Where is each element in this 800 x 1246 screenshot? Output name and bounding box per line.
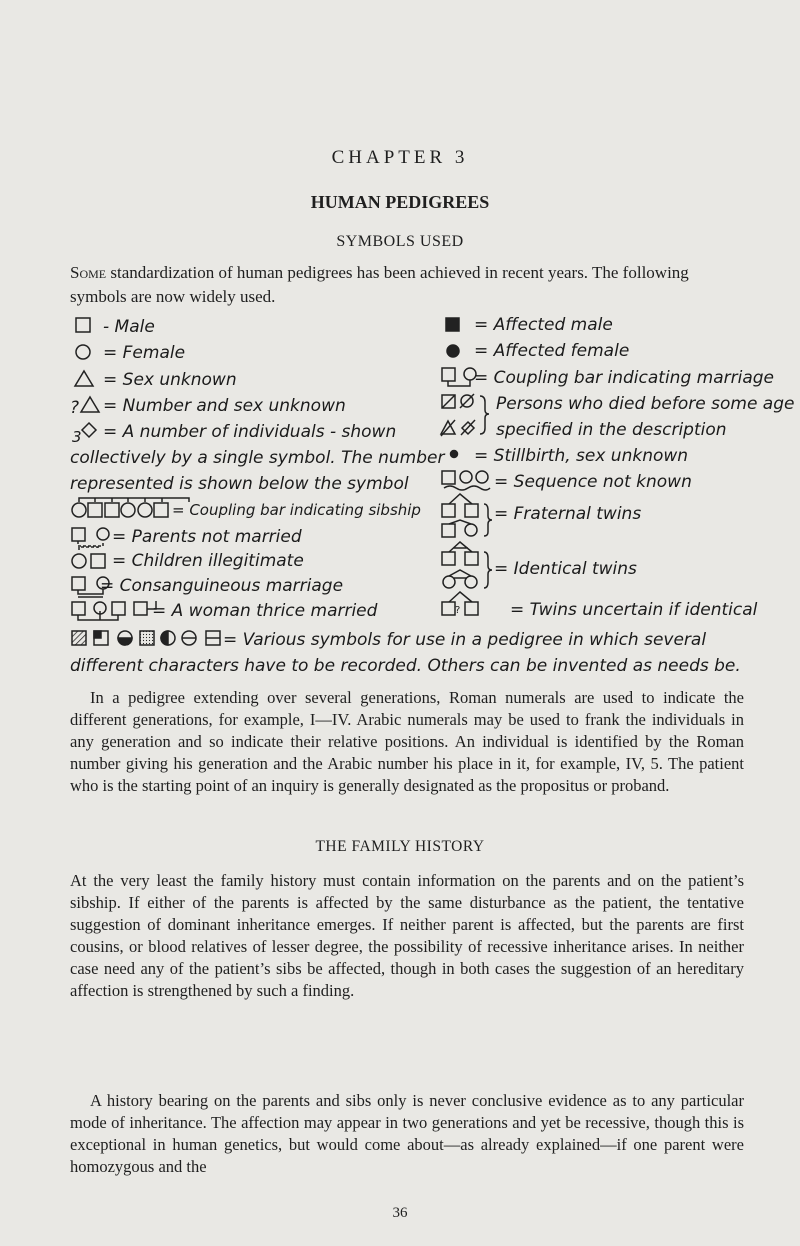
paragraph-pedigree-numbering: In a pedigree extending over several generations, Roman numerals are used to indicate the different generations, for example, I—IV. Arabic numerals may be used to frank the individuals in any generation and so indicate their relative positions. An individual is identified by the Roman number giving his generation and the Arabic number his place in it, for example, IV, 5. The patient who is the starting point of an inquiry is generally designated as the propositus or proband.: [70, 688, 744, 795]
page-number: 36: [392, 1205, 408, 1221]
legend-various-line1: = Various symbols for use in a pedigree in which several: [223, 630, 707, 650]
legend-sequence-label: = Sequence not known: [494, 472, 692, 492]
legend-group-label: = A number of individuals - shown: [103, 422, 397, 442]
twins-uncertain-icon: [440, 590, 500, 620]
paragraph-history-parents-sibs: A history bearing on the parents and sibs only is never conclusive evidence as to any particular mode of inheritance. The affection may appear in two generations and yet be recessive, though this is exceptional in human genetics, but would come about—as already explained—if one parent were homozygous and the: [70, 1091, 744, 1176]
fraternal-twins-icon: [440, 492, 500, 542]
legend-group-line3: represented is shown below the symbol: [70, 474, 409, 494]
legend-fraternal-label: = Fraternal twins: [494, 504, 642, 524]
legend-parents-not-married-label: = Parents not married: [112, 527, 302, 547]
group-diamond-icon: [80, 421, 100, 441]
legend-sibship-label: = Coupling bar indicating sibship: [172, 501, 421, 519]
paragraph-family-history: At the very least the family history must contain information on the parents and on the patient’s sibship. If either of the parents is affected by the same disturbance as the patient, the tentative suggestion of dominant inheritance emerges. If neither parent is affected, but the parents are first cousins, or blood relatives of lesser degree, the possibility of recessive inheritance arises. In neither case need any of the patient’s sibs be affected, though in both cases the suggestion of an hereditary affection is strengthened by such a finding.: [70, 871, 744, 1000]
section-heading-family-history: THE FAMILY HISTORY: [315, 838, 485, 855]
intro-paragraph: [70, 261, 740, 309]
legend-twins-uncertain-label: = Twins uncertain if identical: [510, 600, 758, 620]
legend-male-label: - Male: [103, 317, 155, 337]
female-circle-icon: [74, 343, 94, 363]
identical-twins-icon: [440, 540, 500, 594]
group-count-prefix: 3: [72, 428, 82, 446]
svg-text:?: ?: [455, 605, 461, 616]
legend-illegitimate-label: = Children illegitimate: [112, 551, 304, 571]
intro-lead-word: Some: [70, 263, 107, 282]
number-unknown-triangle-icon: [80, 395, 102, 415]
intro-rest: standardization of human pedigrees has been achieved in recent years. The following symbols are now widely used.: [70, 263, 689, 306]
legend-sex-unknown-label: = Sex unknown: [103, 370, 237, 390]
legend-stillbirth-label: = Stillbirth, sex unknown: [474, 446, 689, 466]
number-question-mark: ?: [70, 398, 80, 418]
legend-affected-male-label: = Affected male: [474, 315, 613, 335]
chapter-title: HUMAN PEDIGREES: [310, 192, 490, 212]
sex-unknown-triangle-icon: [74, 369, 96, 389]
legend-group-line2: collectively by a single symbol. The number: [70, 448, 445, 468]
legend-identical-label: = Identical twins: [494, 559, 637, 579]
affected-female-icon: [444, 342, 464, 362]
male-square-icon: [74, 316, 94, 336]
stillbirth-dot-icon: [448, 448, 462, 462]
legend-died-line2: specified in the description: [496, 420, 727, 440]
legend-various-line2: different characters have to be recorded. Others can be invented as needs be.: [70, 656, 741, 676]
legend-number-sex-unknown-label: = Number and sex unknown: [103, 396, 346, 416]
legend-female-label: = Female: [103, 343, 186, 363]
section-heading-symbols: SYMBOLS USED: [336, 233, 464, 250]
died-before-age-icon: [440, 392, 492, 442]
legend-consanguineous-label: = Consanguineous marriage: [100, 576, 344, 596]
chapter-heading: CHAPTER 3: [331, 147, 469, 168]
legend-coupling-marriage-label: = Coupling bar indicating marriage: [474, 368, 774, 388]
affected-male-icon: [444, 316, 464, 336]
legend-thrice-married-label: = A woman thrice married: [152, 601, 378, 621]
legend-died-line1: Persons who died before some age: [496, 394, 795, 414]
legend-affected-female-label: = Affected female: [474, 341, 630, 361]
